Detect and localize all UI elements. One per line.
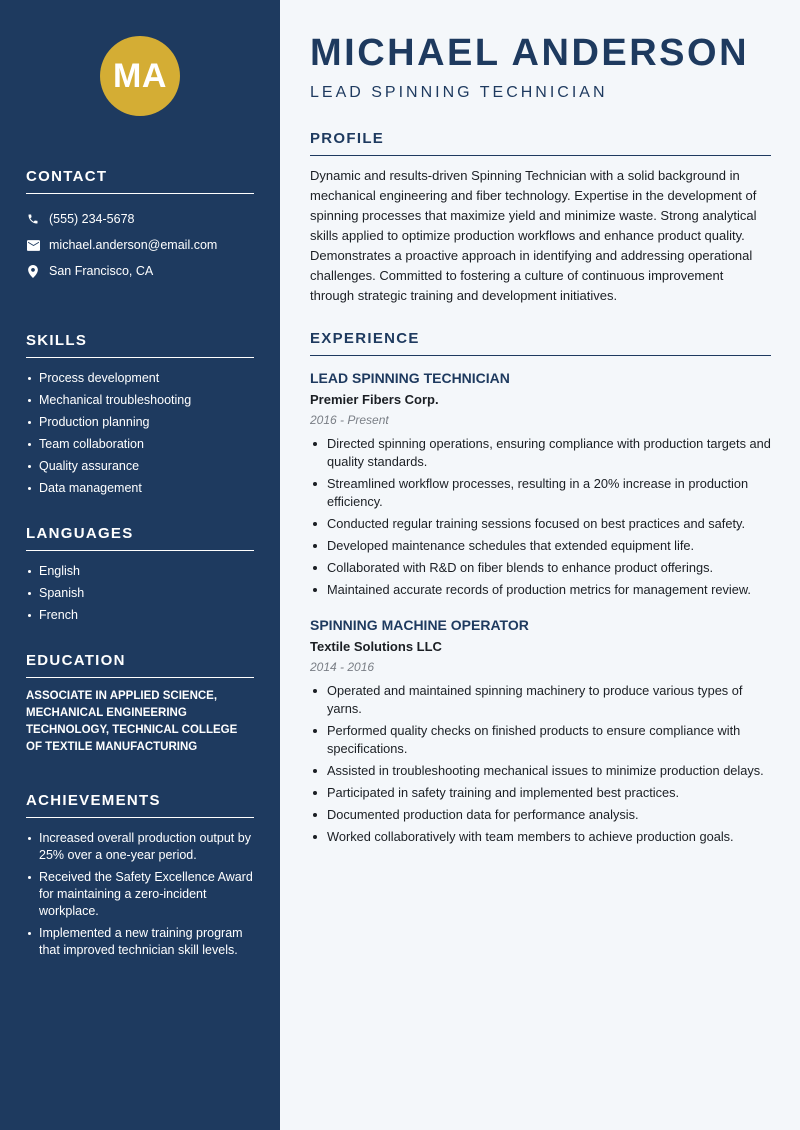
- candidate-name: MICHAEL ANDERSON: [310, 32, 750, 74]
- job-bullet: Collaborated with R&D on fiber blends to enhance product offerings.: [310, 559, 771, 577]
- contact-heading: CONTACT: [26, 168, 254, 194]
- achievement-item: Increased overall production output by 25% over a one-year period.: [26, 830, 254, 864]
- contact-email: [26, 232, 254, 258]
- languages-list: [26, 563, 254, 624]
- mail-icon: [26, 238, 40, 252]
- sidebar: [0, 0, 280, 1130]
- job-bullet: Conducted regular training sessions focused on best practices and safety.: [310, 515, 771, 533]
- phone-text: (555) 234-5678: [49, 212, 135, 226]
- job-bullet: Operated and maintained spinning machinery to produce various types of yarns.: [310, 682, 771, 718]
- job-bullet: Participated in safety training and implemented best practices.: [310, 784, 771, 802]
- achievements-list: [26, 830, 254, 959]
- contact-list: [26, 206, 254, 284]
- languages-section: [26, 525, 254, 624]
- job-entry: [310, 370, 771, 599]
- contact-location: [26, 258, 254, 284]
- job-bullets: [310, 435, 771, 599]
- phone-icon: [26, 212, 40, 226]
- job-bullet: Documented production data for performance analysis.: [310, 806, 771, 824]
- job-dates: 2016 - Present: [310, 413, 389, 427]
- achievement-item: Implemented a new training program that improved technician skill levels.: [26, 925, 254, 959]
- location-pin-icon: [26, 264, 40, 278]
- skill-item: Mechanical troubleshooting: [26, 392, 254, 409]
- language-item: French: [26, 607, 254, 624]
- job-dates: 2014 - 2016: [310, 660, 375, 674]
- achievements-section: [26, 792, 254, 959]
- job-bullet: Directed spinning operations, ensuring compliance with production targets and quality standards.: [310, 435, 771, 471]
- company-name: Textile Solutions LLC: [310, 639, 442, 654]
- profile-text: Dynamic and results-driven Spinning Technician with a solid background in mechanical engineering and fiber technology. Expertise in the development of spinning processes that maximize yield and minimize waste. Strong analytical skills applied to optimize production workflows and enhance product quality. Demonstrates a proactive approach in identifying and addressing operational challenges. Committed to fostering a culture of continuous improvement through strategic training and development initiatives.: [310, 168, 757, 303]
- job-bullet: Maintained accurate records of production metrics for management review.: [310, 581, 771, 599]
- job-bullets: [310, 682, 771, 846]
- job-bullet: Worked collaboratively with team members to achieve production goals.: [310, 828, 771, 846]
- job-bullet: Performed quality checks on finished products to ensure compliance with specifications.: [310, 722, 771, 758]
- language-item: Spanish: [26, 585, 254, 602]
- skills-section: [26, 332, 254, 497]
- education-section: [26, 652, 254, 756]
- job-title: SPINNING MACHINE OPERATOR: [310, 617, 529, 633]
- job-bullet: Developed maintenance schedules that extended equipment life.: [310, 537, 771, 555]
- job-title: LEAD SPINNING TECHNICIAN: [310, 370, 510, 386]
- profile-heading: PROFILE: [310, 130, 771, 156]
- languages-heading: LANGUAGES: [26, 525, 254, 551]
- skill-item: Production planning: [26, 414, 254, 431]
- skill-item: Team collaboration: [26, 436, 254, 453]
- email-text: michael.anderson@email.com: [49, 238, 218, 252]
- contact-section: [26, 168, 254, 284]
- skill-item: Data management: [26, 480, 254, 497]
- experience-section: [310, 330, 771, 846]
- job-entry: [310, 617, 771, 846]
- education-heading: EDUCATION: [26, 652, 254, 678]
- achievement-item: Received the Safety Excellence Award for maintaining a zero-incident workplace.: [26, 869, 254, 920]
- language-item: English: [26, 563, 254, 580]
- skill-item: Quality assurance: [26, 458, 254, 475]
- location-text: San Francisco, CA: [49, 264, 154, 278]
- main-content: [280, 0, 800, 1130]
- job-bullet: Streamlined workflow processes, resulting in a 20% increase in production efficiency.: [310, 475, 771, 511]
- contact-phone: [26, 206, 254, 232]
- company-name: Premier Fibers Corp.: [310, 392, 439, 407]
- avatar: MA: [100, 36, 180, 116]
- job-bullet: Assisted in troubleshooting mechanical issues to minimize production delays.: [310, 762, 771, 780]
- skills-list: [26, 370, 254, 497]
- experience-heading: EXPERIENCE: [310, 330, 771, 356]
- candidate-role: LEAD SPINNING TECHNICIAN: [310, 84, 608, 101]
- education-text: ASSOCIATE IN APPLIED SCIENCE, MECHANICAL ENGINEERING TECHNOLOGY, TECHNICAL COLLEGE OF TEXTILE MANUFACTURING: [26, 690, 238, 753]
- skill-item: Process development: [26, 370, 254, 387]
- achievements-heading: ACHIEVEMENTS: [26, 792, 254, 818]
- skills-heading: SKILLS: [26, 332, 254, 358]
- profile-section: [310, 130, 771, 306]
